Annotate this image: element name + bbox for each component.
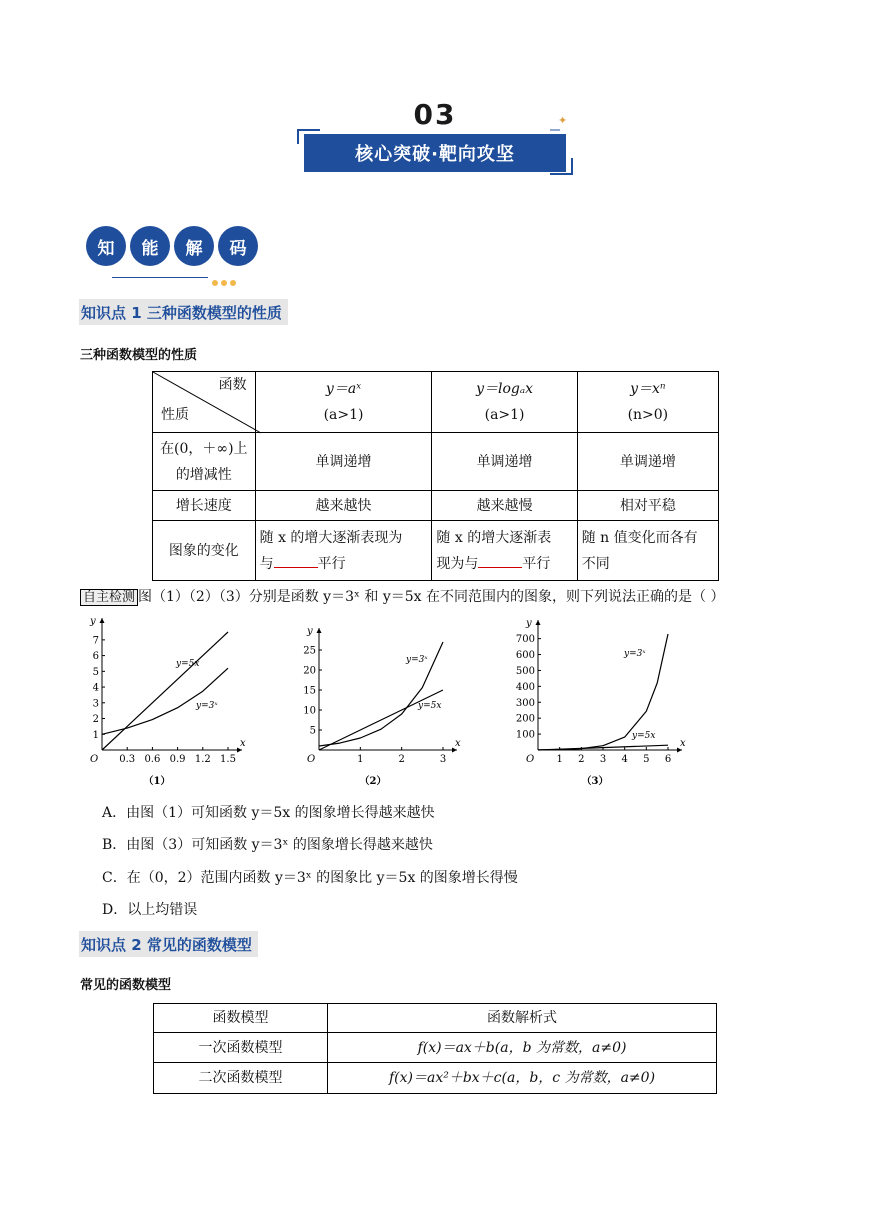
dots-decoration: [212, 274, 239, 290]
col-formula: y＝xⁿ: [630, 381, 666, 397]
x-tick-label: 1.2: [194, 754, 211, 765]
badge-char: 码: [218, 226, 258, 266]
y-tick-label: 15: [303, 685, 316, 697]
table-cell: [432, 521, 577, 581]
properties-table: [152, 371, 719, 581]
chart-3: [508, 618, 686, 792]
origin-label: O: [90, 754, 99, 765]
table-head: 函数模型: [154, 1004, 328, 1033]
series-label: y=3ˣ: [624, 649, 646, 659]
fill-blank: [478, 553, 522, 568]
cell-line: 随 x 的增大逐渐表: [436, 529, 552, 546]
cell-text: 平行: [317, 555, 346, 572]
section-1-title: 知识点 1 三种函数模型的性质: [79, 299, 288, 325]
x-tick-label: 6: [664, 754, 672, 765]
knowledge-badges: [86, 226, 266, 266]
question-text: 图（1）（2）（3）分别是函数 y＝3ˣ 和 y＝5x 在不同范围内的图象，则下列说法正确的是（ ）: [138, 589, 725, 605]
section-banner: 核心突破·靶向攻坚: [304, 134, 566, 172]
x-tick-label: 1: [556, 754, 563, 765]
origin-label: O: [307, 754, 316, 765]
row-label: 增长速度: [153, 491, 256, 521]
chart-1: [86, 616, 246, 792]
cell-text: 平行: [522, 555, 551, 572]
table-cell: f(x)＝ax＋b(a，b 为常数，a≠0): [328, 1033, 717, 1063]
x-axis-label: x: [455, 738, 461, 749]
series-line: [319, 690, 443, 750]
series-line: [102, 632, 228, 750]
option-c[interactable]: C．在（0，2）范围内函数 y＝3ˣ 的图象比 y＝5x 的图象增长得慢: [102, 870, 518, 886]
badge-char: 知: [86, 226, 126, 266]
col-head-log: [432, 372, 577, 433]
y-tick-label: 200: [515, 713, 535, 725]
series-label: y=3ˣ: [406, 655, 428, 665]
table-cell: 单调递增: [255, 433, 432, 491]
badge-char: 能: [130, 226, 170, 266]
x-tick-label: 3: [599, 754, 607, 765]
section-2-title: 知识点 2 常见的函数模型: [79, 931, 258, 957]
chart-caption: （1）: [143, 776, 171, 787]
y-tick-label: 400: [515, 681, 535, 693]
table-cell: 相对平稳: [577, 491, 718, 521]
series-label: y=3ˣ: [196, 701, 218, 711]
col-formula: y＝logₐx: [476, 381, 534, 397]
badge-char: 解: [174, 226, 214, 266]
x-tick-label: 0.6: [144, 754, 161, 765]
option-d[interactable]: D．以上均错误: [102, 902, 198, 918]
x-tick-label: 2: [398, 754, 405, 765]
x-axis-label: x: [680, 738, 686, 749]
cell-line: 不同: [581, 555, 610, 572]
x-tick-label: 1: [357, 754, 364, 765]
y-tick-label: 10: [303, 705, 316, 717]
corner-top: 函数: [218, 377, 247, 393]
option-b[interactable]: B．由图（3）可知函数 y＝3ˣ 的图象增长得越来越快: [102, 837, 433, 853]
cell-line: 随 n 值变化而各有: [581, 529, 698, 546]
chart-caption: （3）: [581, 776, 609, 787]
col-condition: (a>1): [323, 407, 364, 423]
y-tick-label: 4: [92, 682, 99, 694]
y-axis-label: y: [307, 626, 313, 637]
question-line: [80, 586, 724, 606]
self-check-badge: 自主检测: [80, 589, 138, 606]
table-head: 函数解析式: [328, 1004, 717, 1033]
x-tick-label: 3: [439, 754, 447, 765]
row-label: 图象的变化: [153, 521, 256, 581]
table-cell: f(x)＝ax²＋bx＋c(a，b，c 为常数，a≠0): [328, 1063, 717, 1094]
y-axis-label: y: [526, 618, 532, 629]
y-tick-label: 300: [515, 697, 535, 709]
origin-label: O: [526, 754, 535, 765]
y-tick-label: 100: [515, 729, 535, 741]
x-tick-label: 0.9: [169, 754, 186, 765]
table-cell: 越来越快: [255, 491, 432, 521]
table-cell: 单调递增: [432, 433, 577, 491]
sparkle-icon: ✦: [558, 114, 568, 127]
cell-line: [260, 551, 428, 577]
table-cell: [255, 521, 432, 581]
cell-text: 现为与: [436, 555, 479, 572]
table-cell: [577, 521, 718, 581]
y-axis-label: y: [90, 616, 96, 627]
y-axis-arrow: [536, 620, 541, 625]
y-tick-label: 700: [515, 634, 535, 646]
y-tick-label: 5: [309, 725, 316, 737]
y-tick-label: 5: [92, 666, 99, 678]
corner-cell: [153, 372, 256, 433]
table-cell: 二次函数模型: [154, 1063, 328, 1094]
section-1-subtitle: 三种函数模型的性质: [80, 348, 198, 363]
x-tick-label: 2: [578, 754, 585, 765]
y-tick-label: 20: [303, 665, 316, 677]
fill-blank: [274, 553, 318, 568]
x-tick-label: 4: [621, 754, 628, 765]
table-cell: 单调递增: [577, 433, 718, 491]
row-label: [153, 433, 256, 491]
y-tick-label: 600: [515, 650, 535, 662]
col-head-exp: [255, 372, 432, 433]
y-axis-arrow: [317, 628, 322, 633]
x-tick-label: 5: [643, 754, 650, 765]
cell-line: 随 x 的增大逐渐表现为: [259, 529, 403, 546]
series-label: y=5x: [632, 731, 656, 741]
x-axis-label: x: [240, 738, 246, 749]
x-tick-label: 1.5: [220, 754, 236, 765]
col-formula: y＝aˣ: [325, 381, 362, 397]
corner-bottom: 性质: [161, 407, 189, 423]
cell-line: [436, 551, 572, 577]
section-number: 03: [413, 98, 457, 131]
y-axis-arrow: [100, 618, 105, 623]
cell-text: 与: [259, 555, 274, 572]
models-table: [153, 1003, 717, 1094]
row-label-line: 在(0，＋∞)上: [160, 440, 248, 457]
section-2-subtitle: 常见的函数模型: [80, 978, 172, 993]
y-tick-label: 500: [515, 665, 535, 677]
row-label-line: 的增减性: [175, 466, 232, 483]
option-a[interactable]: A．由图（1）可知函数 y＝5x 的图象增长得越来越快: [102, 805, 435, 821]
y-tick-label: 25: [303, 645, 316, 657]
x-tick-label: 0.3: [119, 754, 136, 765]
col-condition: (a>1): [484, 407, 525, 423]
y-tick-label: 1: [92, 729, 99, 741]
series-label: y=5x: [418, 701, 442, 711]
col-condition: (n>0): [627, 407, 669, 423]
y-tick-label: 3: [92, 698, 99, 710]
series-label: y=5x: [176, 659, 200, 669]
y-tick-label: 7: [92, 635, 99, 647]
col-head-power: [577, 372, 718, 433]
divider: [112, 277, 208, 278]
chart-caption: （2）: [359, 776, 387, 787]
y-tick-label: 2: [92, 714, 99, 726]
table-cell: 一次函数模型: [154, 1033, 328, 1063]
chart-2: [302, 620, 462, 792]
y-tick-label: 6: [92, 651, 99, 663]
table-cell: 越来越慢: [432, 491, 577, 521]
